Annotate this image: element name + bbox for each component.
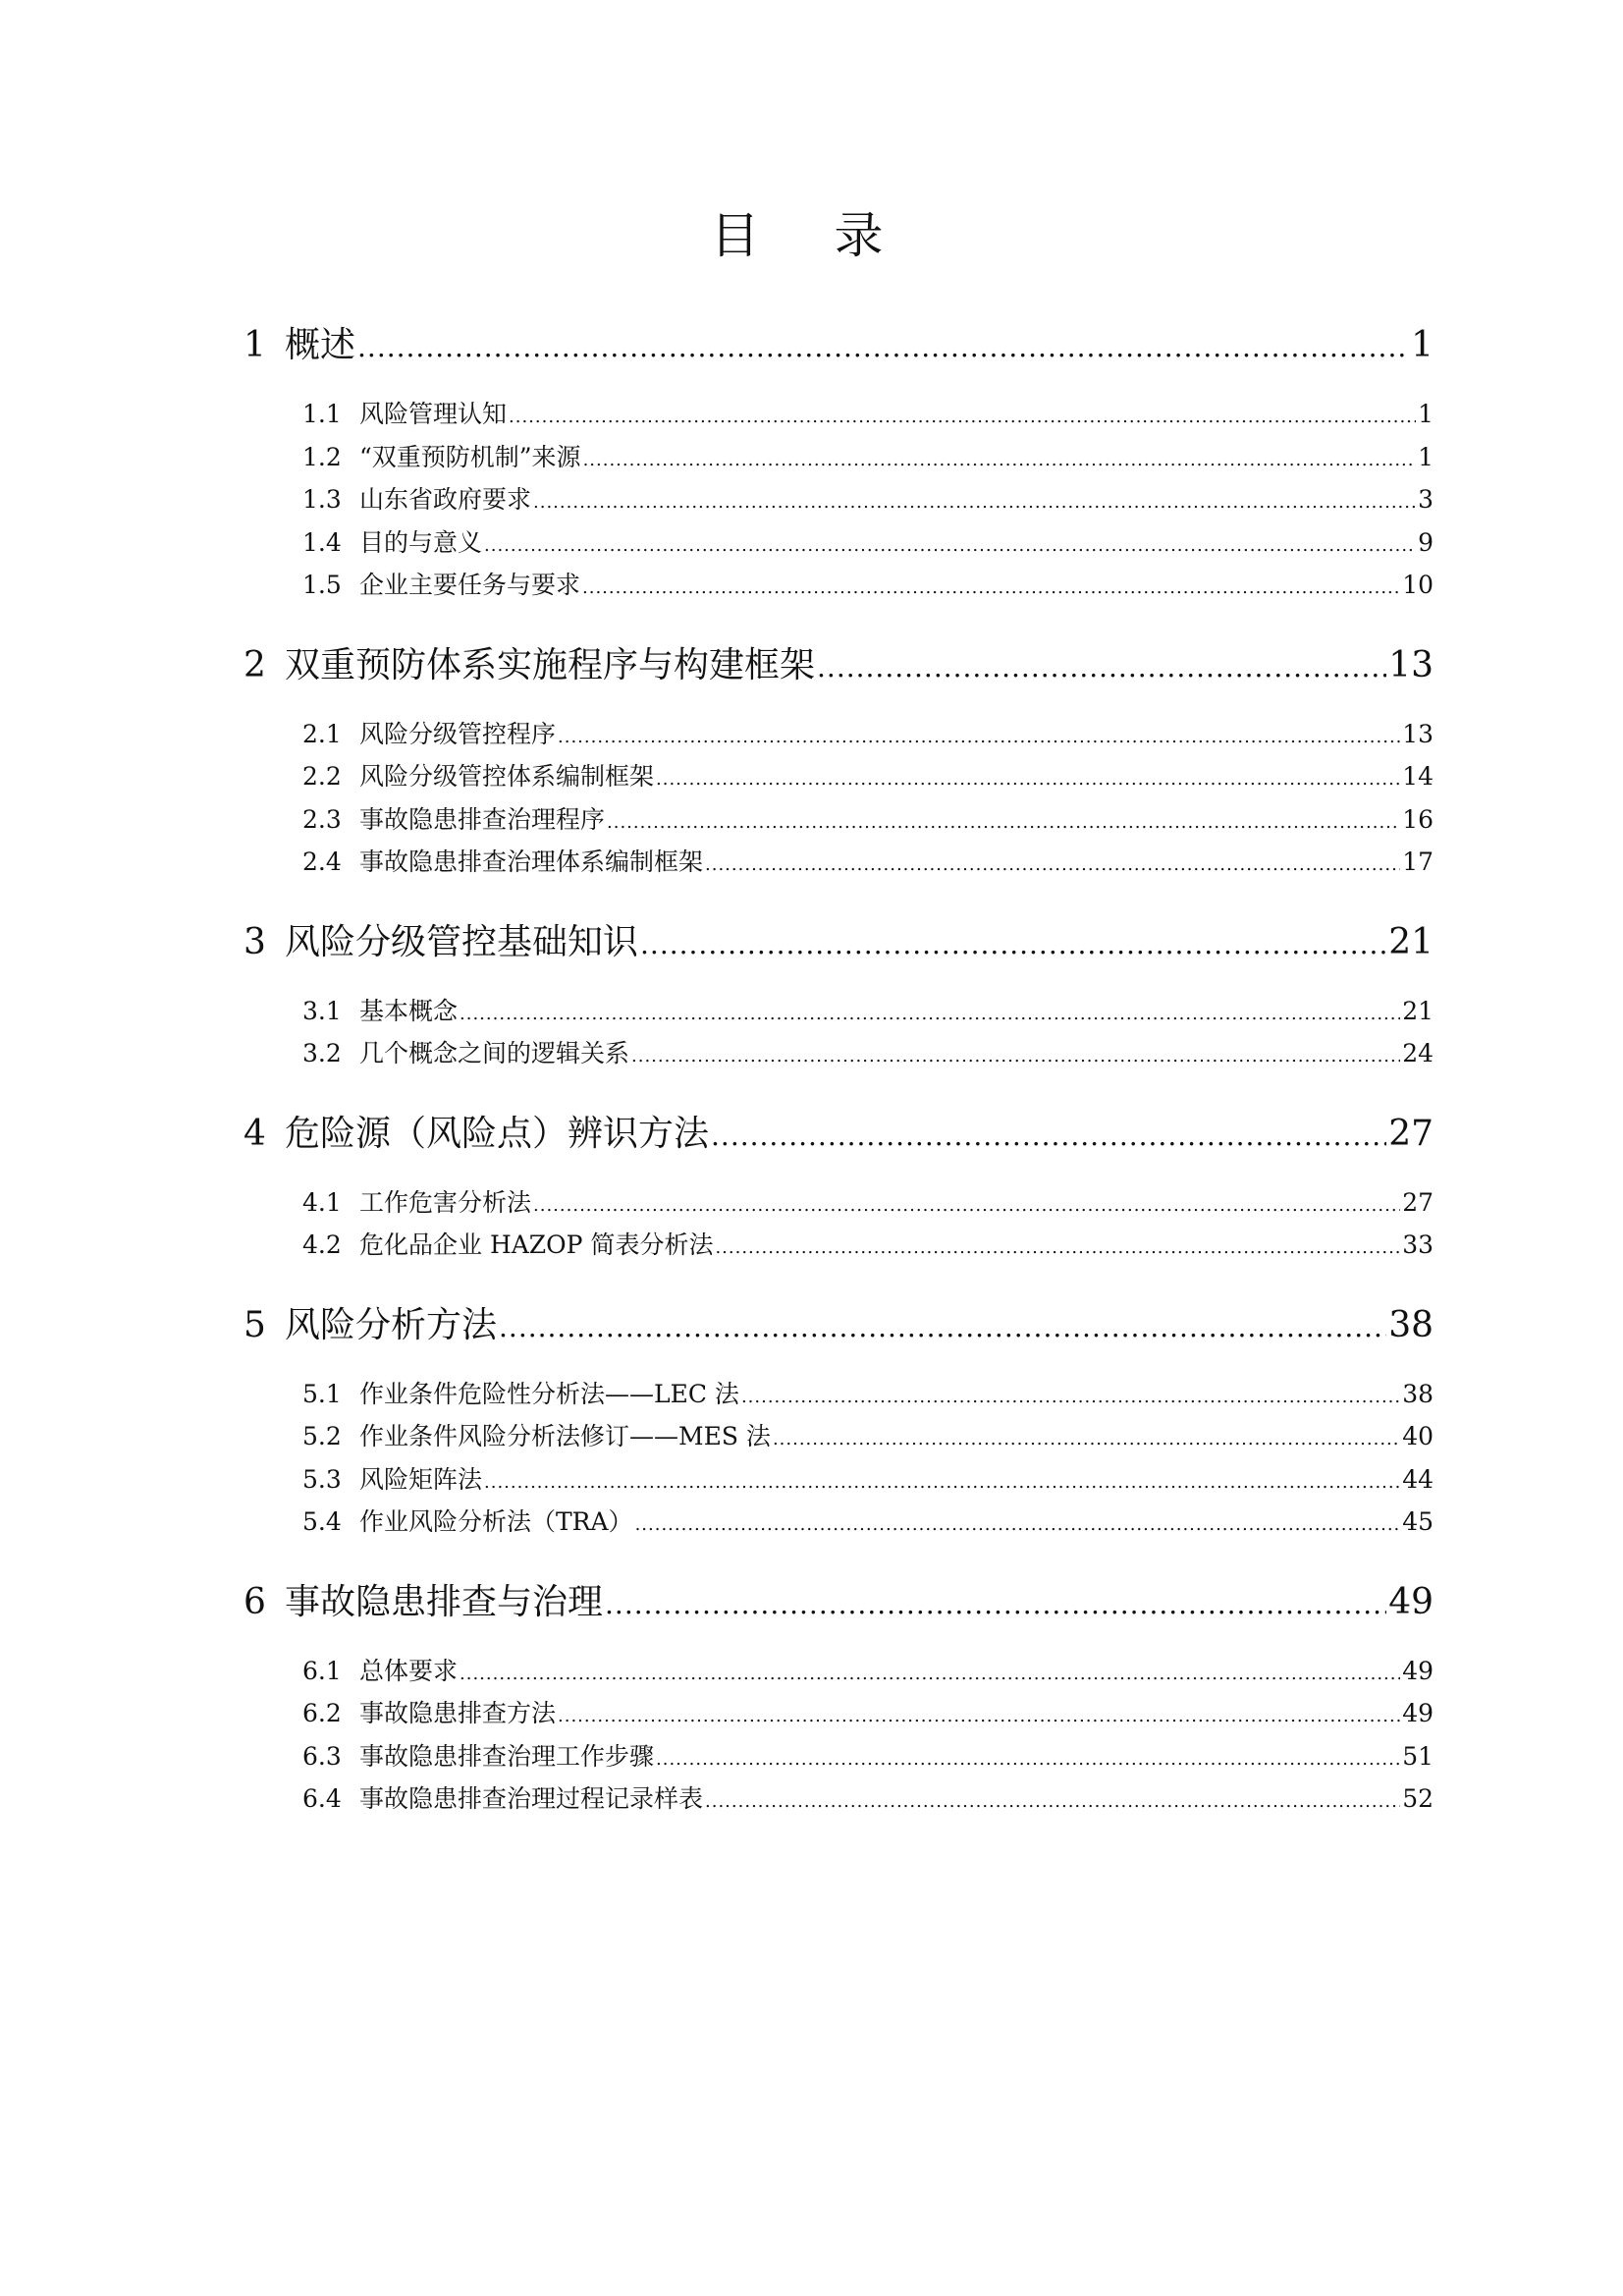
- page-number: 21: [1388, 921, 1434, 962]
- dot-leader: [558, 1695, 1400, 1738]
- page-number: 45: [1402, 1507, 1434, 1536]
- toc-subsection-entry[interactable]: [243, 1501, 1434, 1544]
- toc-subsection-entry[interactable]: [243, 1224, 1434, 1267]
- chapter-title: 事故隐患排查与治理: [285, 1581, 604, 1622]
- toc-subsection-entry[interactable]: [243, 478, 1434, 521]
- page-number: 24: [1402, 1039, 1434, 1067]
- page-number: 16: [1402, 804, 1434, 834]
- toc-subsection-entry[interactable]: [243, 1458, 1434, 1502]
- subsection-title: 目的与意义: [359, 527, 483, 557]
- subsection-title: 企业主要任务与要求: [359, 571, 581, 599]
- subsection-number: 1.4: [302, 527, 342, 557]
- toc-subsection-entry[interactable]: [243, 755, 1434, 798]
- toc-chapter-entry[interactable]: [243, 1296, 1434, 1355]
- page-number: 13: [1388, 644, 1434, 685]
- page-number: 40: [1402, 1422, 1434, 1450]
- subsection-number: 3.2: [302, 1039, 342, 1067]
- dot-leader: [631, 1035, 1400, 1078]
- toc-subsection-entry[interactable]: [243, 1650, 1434, 1693]
- toc-subsection-entry[interactable]: [243, 1777, 1434, 1821]
- toc-chapter-entry[interactable]: [243, 1573, 1434, 1632]
- toc-subsection-entry[interactable]: [243, 1735, 1434, 1778]
- dot-leader: [705, 1780, 1400, 1824]
- page-number: 17: [1402, 847, 1434, 876]
- toc-subsection-entry[interactable]: [243, 1692, 1434, 1735]
- section-spacer: [243, 1267, 1434, 1296]
- toc-subsection-entry[interactable]: [243, 1373, 1434, 1416]
- chapter-number: 5: [243, 1304, 266, 1345]
- subsection-title: 风险管理认知: [359, 400, 508, 428]
- page-number: 51: [1402, 1741, 1434, 1771]
- toc-title: 目 录: [710, 207, 913, 264]
- section-spacer: [243, 1544, 1434, 1573]
- chapter-number: 3: [243, 921, 266, 962]
- dot-leader: [484, 524, 1416, 568]
- toc-subsection-entry[interactable]: [243, 436, 1434, 479]
- toc-subsection-entry[interactable]: [243, 841, 1434, 884]
- toc-subsection-entry[interactable]: [243, 564, 1434, 607]
- dot-leader: [582, 567, 1400, 610]
- chapter-number: 2: [243, 644, 266, 685]
- dot-leader: [484, 1461, 1400, 1504]
- subsection-number: 2.4: [302, 847, 342, 876]
- page-number: 3: [1418, 485, 1434, 514]
- page-number: 49: [1402, 1699, 1434, 1727]
- toc-subsection-entry[interactable]: [243, 1181, 1434, 1225]
- page-number: 52: [1402, 1784, 1434, 1813]
- page-number: 1: [1411, 325, 1434, 365]
- section-spacer: [243, 607, 1434, 636]
- dot-leader: [607, 801, 1400, 845]
- subsection-number: 1.2: [302, 442, 342, 471]
- subsection-number: 4.2: [302, 1230, 342, 1259]
- page-number: 38: [1402, 1379, 1434, 1408]
- subsection-title: 作业条件风险分析法修订——MES 法: [359, 1422, 771, 1450]
- page-number: 38: [1388, 1304, 1434, 1345]
- subsection-number: 6.1: [302, 1656, 342, 1685]
- dot-leader: [640, 915, 1386, 974]
- table-of-contents: [243, 316, 1434, 1821]
- subsection-number: 1.3: [302, 485, 342, 514]
- subsection-number: 6.2: [302, 1699, 342, 1727]
- dot-leader: [715, 1227, 1400, 1270]
- page-number: 14: [1402, 762, 1434, 791]
- subsection-number: 1.1: [302, 400, 342, 428]
- dot-leader: [533, 1184, 1400, 1228]
- dot-leader: [499, 1298, 1386, 1357]
- page-number: 33: [1402, 1230, 1434, 1259]
- subsection-title: 总体要求: [359, 1656, 459, 1685]
- page-number: 27: [1388, 1113, 1434, 1154]
- section-spacer: [243, 1075, 1434, 1105]
- chapter-number: 1: [243, 325, 266, 365]
- subsection-title: 事故隐患排查治理程序: [359, 804, 606, 834]
- toc-section-6: [243, 1573, 1434, 1821]
- toc-subsection-entry[interactable]: [243, 990, 1434, 1033]
- page-number: 49: [1388, 1581, 1434, 1622]
- subsection-title: 基本概念: [359, 996, 459, 1025]
- subsection-number: 1.5: [302, 571, 342, 599]
- page-number: 21: [1402, 996, 1434, 1025]
- dot-leader: [583, 439, 1417, 482]
- page-number: 9: [1418, 527, 1434, 557]
- dot-leader: [656, 758, 1400, 801]
- dot-leader: [711, 1107, 1386, 1166]
- dot-leader: [741, 1376, 1400, 1419]
- page-number: 49: [1402, 1656, 1434, 1685]
- dot-leader: [460, 1653, 1400, 1696]
- page-number: 13: [1402, 719, 1434, 748]
- page-number: 1: [1418, 400, 1434, 428]
- toc-subsection-entry[interactable]: [243, 521, 1434, 565]
- subsection-number: 2.3: [302, 804, 342, 834]
- subsection-title: 事故隐患排查方法: [359, 1699, 557, 1727]
- subsection-title: 危化品企业 HAZOP 简表分析法: [359, 1230, 714, 1259]
- page-number: 1: [1418, 442, 1434, 471]
- subsection-number: 4.1: [302, 1187, 342, 1217]
- subsection-title: 事故隐患排查治理过程记录样表: [359, 1784, 704, 1813]
- dot-leader: [705, 844, 1400, 887]
- dot-leader: [509, 396, 1416, 439]
- subsection-title: 事故隐患排查治理工作步骤: [359, 1741, 655, 1771]
- dot-leader: [656, 1738, 1400, 1781]
- page-number: 27: [1402, 1187, 1434, 1217]
- chapter-number: 6: [243, 1581, 266, 1622]
- toc-subsection-entry[interactable]: [243, 798, 1434, 842]
- subsection-title: 风险分级管控体系编制框架: [359, 762, 655, 791]
- subsection-number: 6.3: [302, 1741, 342, 1771]
- subsection-title: “双重预防机制”来源: [359, 442, 581, 471]
- toc-section-1: [243, 316, 1434, 607]
- toc-chapter-entry[interactable]: [243, 913, 1434, 972]
- toc-section-3: [243, 913, 1434, 1075]
- dot-leader: [605, 1575, 1386, 1634]
- subsection-number: 5.4: [302, 1507, 342, 1536]
- toc-subsection-entry[interactable]: [243, 713, 1434, 756]
- chapter-title: 双重预防体系实施程序与构建框架: [285, 644, 816, 685]
- subsection-number: 5.3: [302, 1464, 342, 1494]
- subsection-number: 2.2: [302, 762, 342, 791]
- subsection-title: 工作危害分析法: [359, 1187, 532, 1217]
- dot-leader: [817, 638, 1386, 697]
- page-number: 10: [1402, 571, 1434, 599]
- toc-section-2: [243, 636, 1434, 884]
- subsection-title: 几个概念之间的逻辑关系: [359, 1039, 630, 1067]
- dot-leader: [635, 1503, 1401, 1547]
- toc-subsection-entry[interactable]: [243, 393, 1434, 436]
- subsection-number: 2.1: [302, 719, 342, 748]
- subsection-title: 风险矩阵法: [359, 1464, 483, 1494]
- dot-leader: [533, 481, 1416, 524]
- subsection-number: 5.2: [302, 1422, 342, 1450]
- subsection-title: 作业风险分析法（TRA）: [359, 1507, 633, 1536]
- subsection-title: 作业条件危险性分析法——LEC 法: [359, 1379, 739, 1408]
- section-spacer: [243, 884, 1434, 913]
- toc-chapter-entry[interactable]: [243, 636, 1434, 695]
- subsection-number: 3.1: [302, 996, 342, 1025]
- toc-chapter-entry[interactable]: [243, 316, 1434, 375]
- chapter-number: 4: [243, 1113, 266, 1154]
- subsection-title: 事故隐患排查治理体系编制框架: [359, 847, 704, 876]
- chapter-title: 危险源（风险点）辨识方法: [285, 1113, 710, 1154]
- toc-section-5: [243, 1296, 1434, 1544]
- dot-leader: [558, 716, 1400, 759]
- dot-leader: [773, 1418, 1400, 1461]
- dot-leader: [460, 993, 1400, 1036]
- toc-section-4: [243, 1105, 1434, 1267]
- toc-chapter-entry[interactable]: [243, 1105, 1434, 1164]
- subsection-title: 风险分级管控程序: [359, 719, 557, 748]
- page-number: 44: [1402, 1464, 1434, 1494]
- toc-subsection-entry[interactable]: [243, 1032, 1434, 1075]
- toc-subsection-entry[interactable]: [243, 1415, 1434, 1458]
- subsection-number: 5.1: [302, 1379, 342, 1408]
- subsection-title: 山东省政府要求: [359, 485, 532, 514]
- chapter-title: 风险分析方法: [285, 1304, 498, 1345]
- chapter-title: 风险分级管控基础知识: [285, 921, 639, 962]
- subsection-number: 6.4: [302, 1784, 342, 1813]
- chapter-title: 概述: [285, 325, 356, 365]
- dot-leader: [357, 318, 1409, 377]
